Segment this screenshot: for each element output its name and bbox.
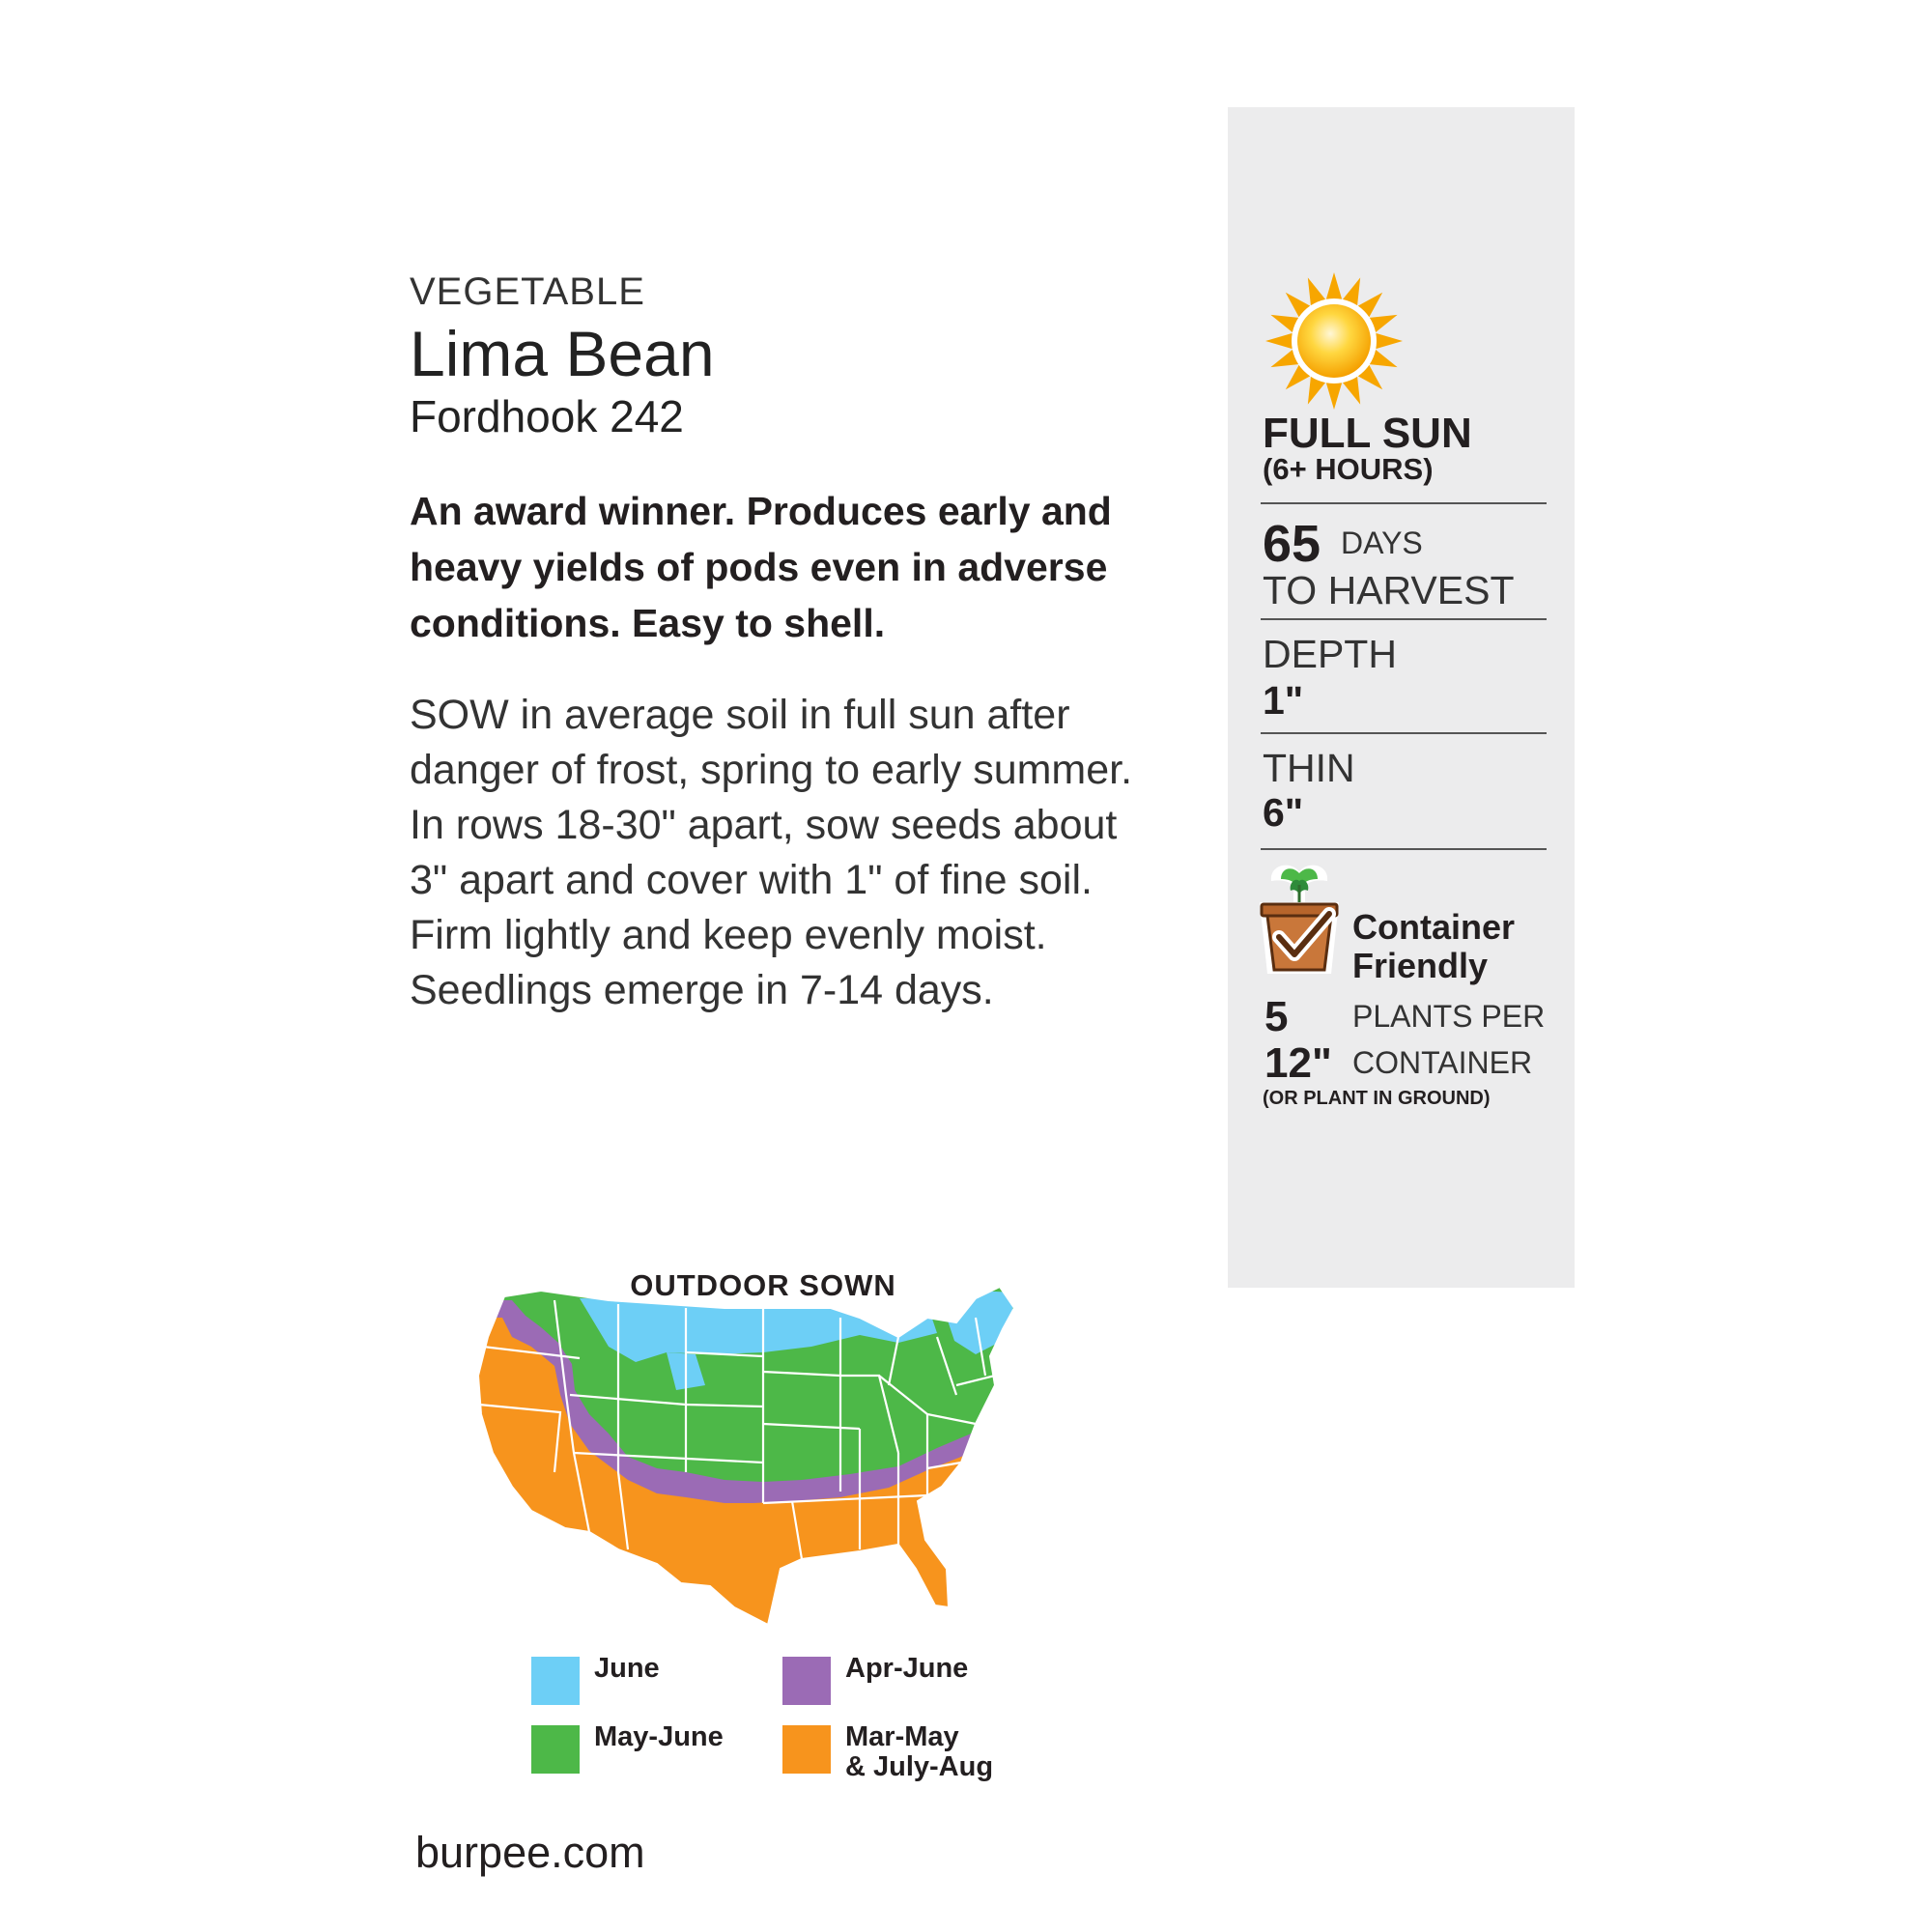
- sun-ray: [1376, 333, 1403, 349]
- divider: [1261, 732, 1547, 734]
- legend-swatch-mar-may: [782, 1725, 831, 1774]
- sowing-instructions: SOW in average soil in full sun after danger of frost, spring to early summer. In rows 18-30" apart, sow seeds about 3" apart and cover with 1" of fine soil. Firm lightly and keep evenly moist. Seedlings emerge in 7-14 days.: [410, 692, 1133, 1013]
- depth-label: DEPTH: [1263, 632, 1397, 676]
- depth-value: 1": [1263, 678, 1304, 723]
- planting-zone-map: [473, 1279, 1072, 1646]
- container-note: (OR PLANT IN GROUND): [1263, 1088, 1491, 1109]
- container-friendly-line1: Container: [1352, 907, 1516, 947]
- sun-label: FULL SUN: [1263, 410, 1472, 457]
- container-friendly-line2: Friendly: [1352, 946, 1489, 985]
- divider: [1261, 848, 1547, 850]
- days-label: TO HARVEST: [1263, 568, 1515, 612]
- variety-name: Fordhook 242: [410, 391, 684, 441]
- sun-ray: [1326, 383, 1342, 410]
- plants-label: PLANTS PER: [1352, 999, 1546, 1034]
- sun-icon: [1264, 270, 1405, 412]
- container-pot-icon: [1254, 860, 1345, 981]
- days-unit: DAYS: [1341, 526, 1423, 560]
- container-label: CONTAINER: [1352, 1045, 1533, 1080]
- divider: [1261, 618, 1547, 620]
- legend-swatch-apr-june: [782, 1657, 831, 1705]
- sun-ray: [1265, 333, 1293, 349]
- divider: [1261, 502, 1547, 504]
- days-value: 65: [1263, 515, 1321, 573]
- category-label: VEGETABLE: [410, 270, 645, 313]
- legend-label-apr-june: Apr-June: [845, 1653, 969, 1684]
- tagline: An award winner. Produces early and heavy yields of pods even in adverse conditions. Easy to shell.: [410, 489, 1112, 645]
- sun-hours: (6+ HOURS): [1263, 452, 1434, 486]
- legend-swatch-may-june: [531, 1725, 580, 1774]
- legend-label-mar-may-line1: Mar-May: [845, 1721, 959, 1752]
- legend-label-june: June: [594, 1653, 660, 1684]
- map-title: OUTDOOR SOWN: [630, 1268, 896, 1302]
- sun-ray: [1326, 272, 1342, 299]
- product-title: Lima Bean: [410, 318, 715, 389]
- thin-label: THIN: [1263, 746, 1355, 790]
- website-url: burpee.com: [415, 1828, 645, 1877]
- legend-label-mar-may-line2: & July-Aug: [845, 1751, 994, 1782]
- container-size: 12": [1264, 1039, 1332, 1087]
- legend-swatch-june: [531, 1657, 580, 1705]
- legend-label-may-june: May-June: [594, 1721, 724, 1752]
- thin-value: 6": [1263, 790, 1304, 835]
- plants-count: 5: [1264, 993, 1289, 1040]
